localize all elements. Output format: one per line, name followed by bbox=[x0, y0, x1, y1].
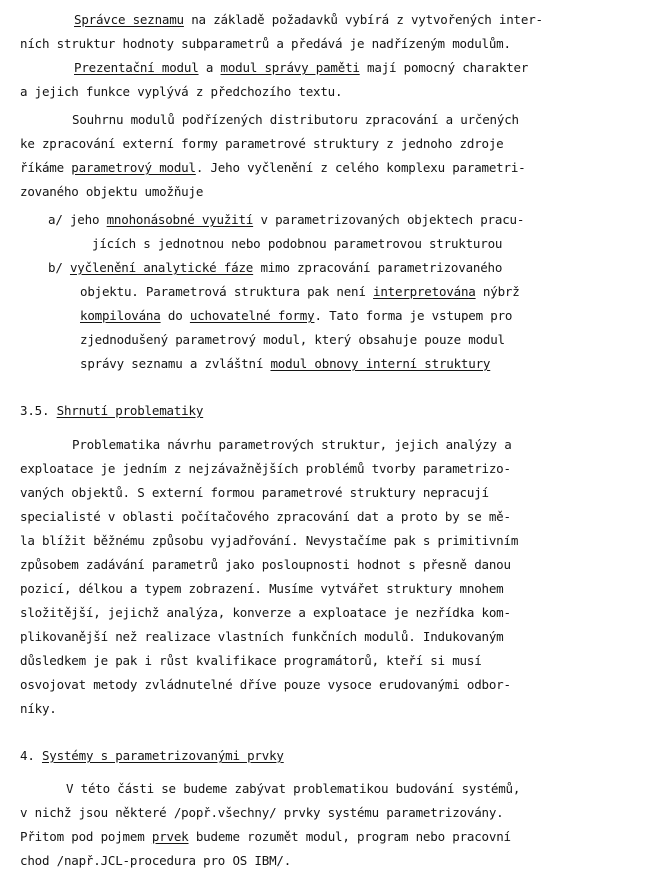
text-line bbox=[20, 748, 284, 764]
text-line bbox=[20, 509, 511, 525]
underlined-term: Systémy s parametrizovanými prvky bbox=[41, 748, 284, 763]
text-run: osvojovat metody zvládnutelné dříve pouze vysoce erudovanými odbor- bbox=[20, 677, 511, 692]
text-line bbox=[72, 112, 519, 128]
text-run: zjednodušený parametrový modul, který obsahuje pouze modul bbox=[80, 332, 505, 347]
text-run: vaných objektů. S externí formou parametrové struktury nepracují bbox=[20, 485, 489, 500]
text-run: a jejich funkce vyplývá z předchozího textu. bbox=[20, 84, 343, 99]
text-run: správy seznamu a zvláštní bbox=[80, 356, 271, 371]
text-run: exploatace je jedním z nejzávažnějších problémů tvorby parametrizo- bbox=[20, 461, 511, 476]
text-line bbox=[48, 260, 502, 276]
underlined-term: mnohonásobné využití bbox=[106, 212, 254, 227]
text-line bbox=[20, 485, 489, 501]
text-line bbox=[48, 212, 524, 228]
text-run: ke zpracování externí formy parametrové struktury z jednoho zdroje bbox=[20, 136, 504, 151]
text-run: na základě požadavků vybírá z vytvořených inter- bbox=[183, 12, 543, 27]
underlined-term: parametrový modul bbox=[71, 160, 196, 175]
text-run: jících s jednotnou nebo podobnou parametrovou strukturou bbox=[92, 236, 503, 251]
text-line bbox=[20, 581, 504, 597]
text-line bbox=[20, 605, 511, 621]
text-line bbox=[20, 184, 203, 200]
text-line bbox=[20, 36, 511, 52]
text-run: 4. bbox=[20, 748, 42, 763]
underlined-term: Shrnutí problematiky bbox=[56, 403, 204, 418]
text-line bbox=[74, 12, 543, 28]
text-run: mají pomocný charakter bbox=[359, 60, 529, 75]
underlined-term: modul obnovy interní struktury bbox=[270, 356, 491, 371]
text-run: Souhrnu modulů podřízených distributoru zpracování a určených bbox=[72, 112, 519, 127]
text-run: . Tato forma je vstupem pro bbox=[314, 308, 513, 323]
underlined-term: Prezentační modul bbox=[74, 60, 199, 75]
text-run: plikovanější než realizace vlastních funkčních modulů. Indukovaným bbox=[20, 629, 504, 644]
underlined-term: prvek bbox=[151, 829, 189, 844]
text-run: říkáme bbox=[20, 160, 72, 175]
text-run: způsobem zadávání parametrů jako posloupnosti hodnot s přesně danou bbox=[20, 557, 511, 572]
text-line bbox=[80, 356, 490, 372]
text-run: b/ bbox=[48, 260, 70, 275]
underlined-term: vyčlenění analytické fáze bbox=[69, 260, 254, 275]
text-line bbox=[20, 403, 203, 419]
text-run: specialisté v oblasti počítačového zpracování dat a proto by se mě- bbox=[20, 509, 511, 524]
underlined-term: kompilována bbox=[80, 308, 161, 323]
text-line bbox=[20, 653, 482, 669]
text-line bbox=[20, 829, 511, 845]
underlined-term: Správce seznamu bbox=[74, 12, 184, 27]
text-line bbox=[20, 629, 504, 645]
text-line bbox=[80, 332, 505, 348]
text-line bbox=[20, 461, 511, 477]
text-line bbox=[80, 284, 520, 300]
text-run: a bbox=[198, 60, 221, 75]
text-run: V této části se budeme zabývat problematikou budování systémů, bbox=[66, 781, 521, 796]
text-run: la blížit běžnému způsobu vyjadřování. Nevystačíme pak s primitivním bbox=[20, 533, 519, 548]
text-run: důsledkem je pak i růst kvalifikace programátorů, kteří si musí bbox=[20, 653, 482, 668]
text-run: nýbrž bbox=[475, 284, 520, 299]
text-run: pozicí, délkou a typem zobrazení. Musíme vytvářet struktury mnohem bbox=[20, 581, 504, 596]
underlined-term: uchovatelné formy bbox=[189, 308, 315, 323]
text-run: v nichž jsou některé /popř.všechny/ prvky systému parametrizovány. bbox=[20, 805, 504, 820]
text-line bbox=[20, 136, 504, 152]
text-run: Problematika návrhu parametrových struktur, jejich analýzy a bbox=[72, 437, 512, 452]
text-run: budeme rozumět modul, program nebo pracovní bbox=[188, 829, 511, 844]
text-line bbox=[20, 160, 525, 176]
text-line bbox=[72, 437, 512, 453]
text-line bbox=[20, 701, 57, 717]
text-line bbox=[20, 557, 511, 573]
text-run: Přitom pod pojmem bbox=[20, 829, 152, 844]
text-run: níky. bbox=[20, 701, 57, 716]
underlined-term: interpretována bbox=[373, 284, 476, 299]
text-line bbox=[66, 781, 520, 797]
text-line bbox=[74, 60, 528, 76]
text-run: mimo zpracování parametrizovaného bbox=[253, 260, 503, 275]
text-run: . Jeho vyčlenění z celého komplexu parametri- bbox=[195, 160, 526, 175]
text-run: složitější, jejichž analýza, konverze a exploatace je nezřídka kom- bbox=[20, 605, 511, 620]
text-run: chod /např.JCL-procedura pro OS IBM/. bbox=[20, 853, 292, 868]
text-line bbox=[20, 84, 342, 100]
text-run: a/ jeho bbox=[48, 212, 107, 227]
text-run: v parametrizovaných objektech pracu- bbox=[253, 212, 525, 227]
text-line bbox=[92, 236, 502, 252]
text-line bbox=[20, 853, 291, 869]
text-line bbox=[20, 677, 511, 693]
text-line bbox=[80, 308, 512, 324]
text-run: do bbox=[160, 308, 190, 323]
text-run: ních struktur hodnoty subparametrů a předává je nadřízeným modulům. bbox=[20, 36, 511, 51]
text-run: zovaného objektu umožňuje bbox=[20, 184, 204, 199]
text-line bbox=[20, 533, 518, 549]
text-line bbox=[20, 805, 504, 821]
text-run: objektu. Parametrová struktura pak není bbox=[80, 284, 374, 299]
underlined-term: modul správy paměti bbox=[220, 60, 360, 75]
text-run: 3.5. bbox=[20, 403, 57, 418]
